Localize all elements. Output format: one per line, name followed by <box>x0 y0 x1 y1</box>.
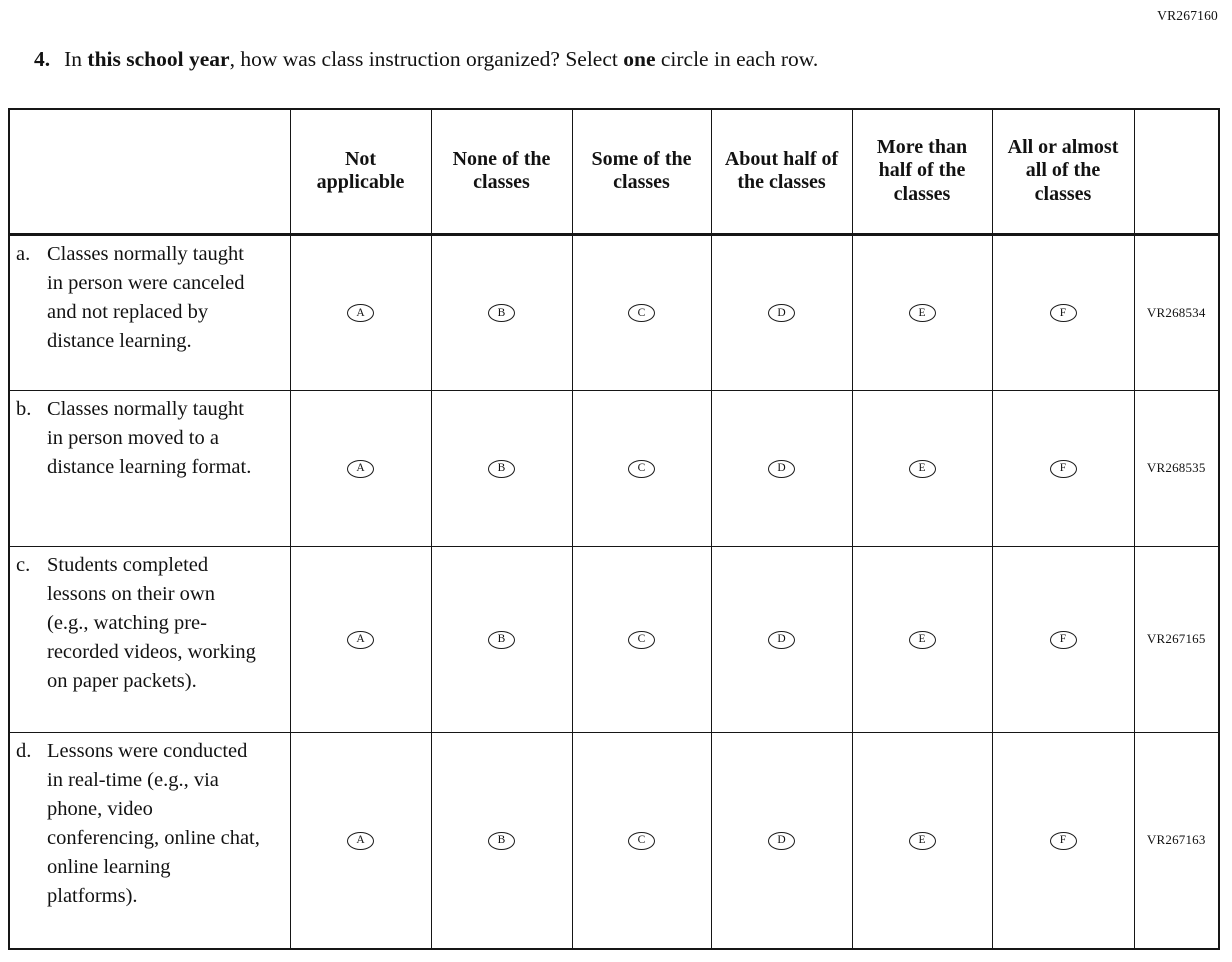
column-header-not-applicable: Not applicable <box>290 109 431 234</box>
option-cell <box>572 234 711 390</box>
response-table <box>8 108 1220 950</box>
option-bubble-d[interactable]: D <box>768 460 795 478</box>
row-code: VR267165 <box>1134 546 1219 732</box>
row-text: Students completed lessons on their own (e.g., watching pre-recorded videos, working on paper packets). <box>47 553 256 692</box>
row-label <box>9 390 290 546</box>
option-cell <box>852 390 992 546</box>
option-cell <box>572 732 711 949</box>
row-label <box>9 546 290 732</box>
table-row-c <box>9 546 1219 732</box>
column-header-about-half: About half of the classes <box>711 109 852 234</box>
option-cell <box>290 732 431 949</box>
option-bubble-b[interactable]: B <box>488 832 515 850</box>
option-bubble-c[interactable]: C <box>628 631 655 649</box>
row-code: VR268534 <box>1134 234 1219 390</box>
option-bubble-c[interactable]: C <box>628 832 655 850</box>
option-bubble-d[interactable]: D <box>768 832 795 850</box>
column-header-all: All or almost all of the classes <box>992 109 1134 234</box>
option-cell <box>572 390 711 546</box>
option-bubble-e[interactable]: E <box>909 832 936 850</box>
row-text: Lessons were conducted in real-time (e.g., via phone, video conferencing, online chat, online learning platforms). <box>47 739 260 908</box>
option-cell <box>290 234 431 390</box>
option-cell <box>711 546 852 732</box>
question-number: 4. <box>34 47 51 71</box>
option-cell <box>711 732 852 949</box>
option-cell <box>711 234 852 390</box>
option-cell <box>992 390 1134 546</box>
option-cell <box>290 546 431 732</box>
row-letter: c. <box>16 553 31 576</box>
option-bubble-e[interactable]: E <box>909 460 936 478</box>
column-header-more-than-half: More than half of the classes <box>852 109 992 234</box>
row-code: VR267163 <box>1134 732 1219 949</box>
table-row-a <box>9 234 1219 390</box>
option-bubble-f[interactable]: F <box>1050 631 1077 649</box>
option-cell <box>572 546 711 732</box>
code-column-header <box>1134 109 1219 234</box>
option-bubble-b[interactable]: B <box>488 304 515 322</box>
form-code: VR267160 <box>1157 8 1218 23</box>
question-part1: In <box>64 47 88 71</box>
option-cell <box>290 390 431 546</box>
row-label <box>9 732 290 949</box>
option-bubble-a[interactable]: A <box>347 631 374 649</box>
header-row <box>9 109 1219 234</box>
option-bubble-c[interactable]: C <box>628 304 655 322</box>
option-bubble-e[interactable]: E <box>909 631 936 649</box>
option-cell <box>431 732 572 949</box>
row-text: Classes normally taught in person were canceled and not replaced by distance learning. <box>47 242 245 352</box>
column-header-some: Some of the classes <box>572 109 711 234</box>
column-header-none: None of the classes <box>431 109 572 234</box>
option-bubble-b[interactable]: B <box>488 460 515 478</box>
option-bubble-a[interactable]: A <box>347 460 374 478</box>
option-bubble-f[interactable]: F <box>1050 304 1077 322</box>
option-cell <box>852 546 992 732</box>
row-letter: a. <box>16 242 31 265</box>
option-cell <box>992 234 1134 390</box>
option-cell <box>852 234 992 390</box>
table-row-d <box>9 732 1219 949</box>
row-label <box>9 234 290 390</box>
table-row-b <box>9 390 1219 546</box>
option-cell <box>711 390 852 546</box>
option-cell <box>431 390 572 546</box>
question-bold-this-school-year: this school year <box>87 47 230 71</box>
option-bubble-a[interactable]: A <box>347 304 374 322</box>
option-bubble-d[interactable]: D <box>768 631 795 649</box>
row-text: Classes normally taught in person moved to a distance learning format. <box>47 397 252 478</box>
option-bubble-f[interactable]: F <box>1050 460 1077 478</box>
option-cell <box>852 732 992 949</box>
question-text <box>34 46 1212 73</box>
response-grid <box>8 108 1220 950</box>
option-bubble-c[interactable]: C <box>628 460 655 478</box>
row-code: VR268535 <box>1134 390 1219 546</box>
question-part3: circle in each row. <box>655 47 819 71</box>
option-bubble-a[interactable]: A <box>347 832 374 850</box>
option-cell <box>992 546 1134 732</box>
row-letter: d. <box>16 739 32 762</box>
stub-header <box>9 109 290 234</box>
option-bubble-b[interactable]: B <box>488 631 515 649</box>
option-bubble-d[interactable]: D <box>768 304 795 322</box>
question-bold-one: one <box>623 47 656 71</box>
option-bubble-e[interactable]: E <box>909 304 936 322</box>
question-part2: , how was class instruction organized? Select <box>229 47 624 71</box>
option-cell <box>431 234 572 390</box>
row-letter: b. <box>16 397 32 420</box>
option-bubble-f[interactable]: F <box>1050 832 1077 850</box>
option-cell <box>992 732 1134 949</box>
option-cell <box>431 546 572 732</box>
